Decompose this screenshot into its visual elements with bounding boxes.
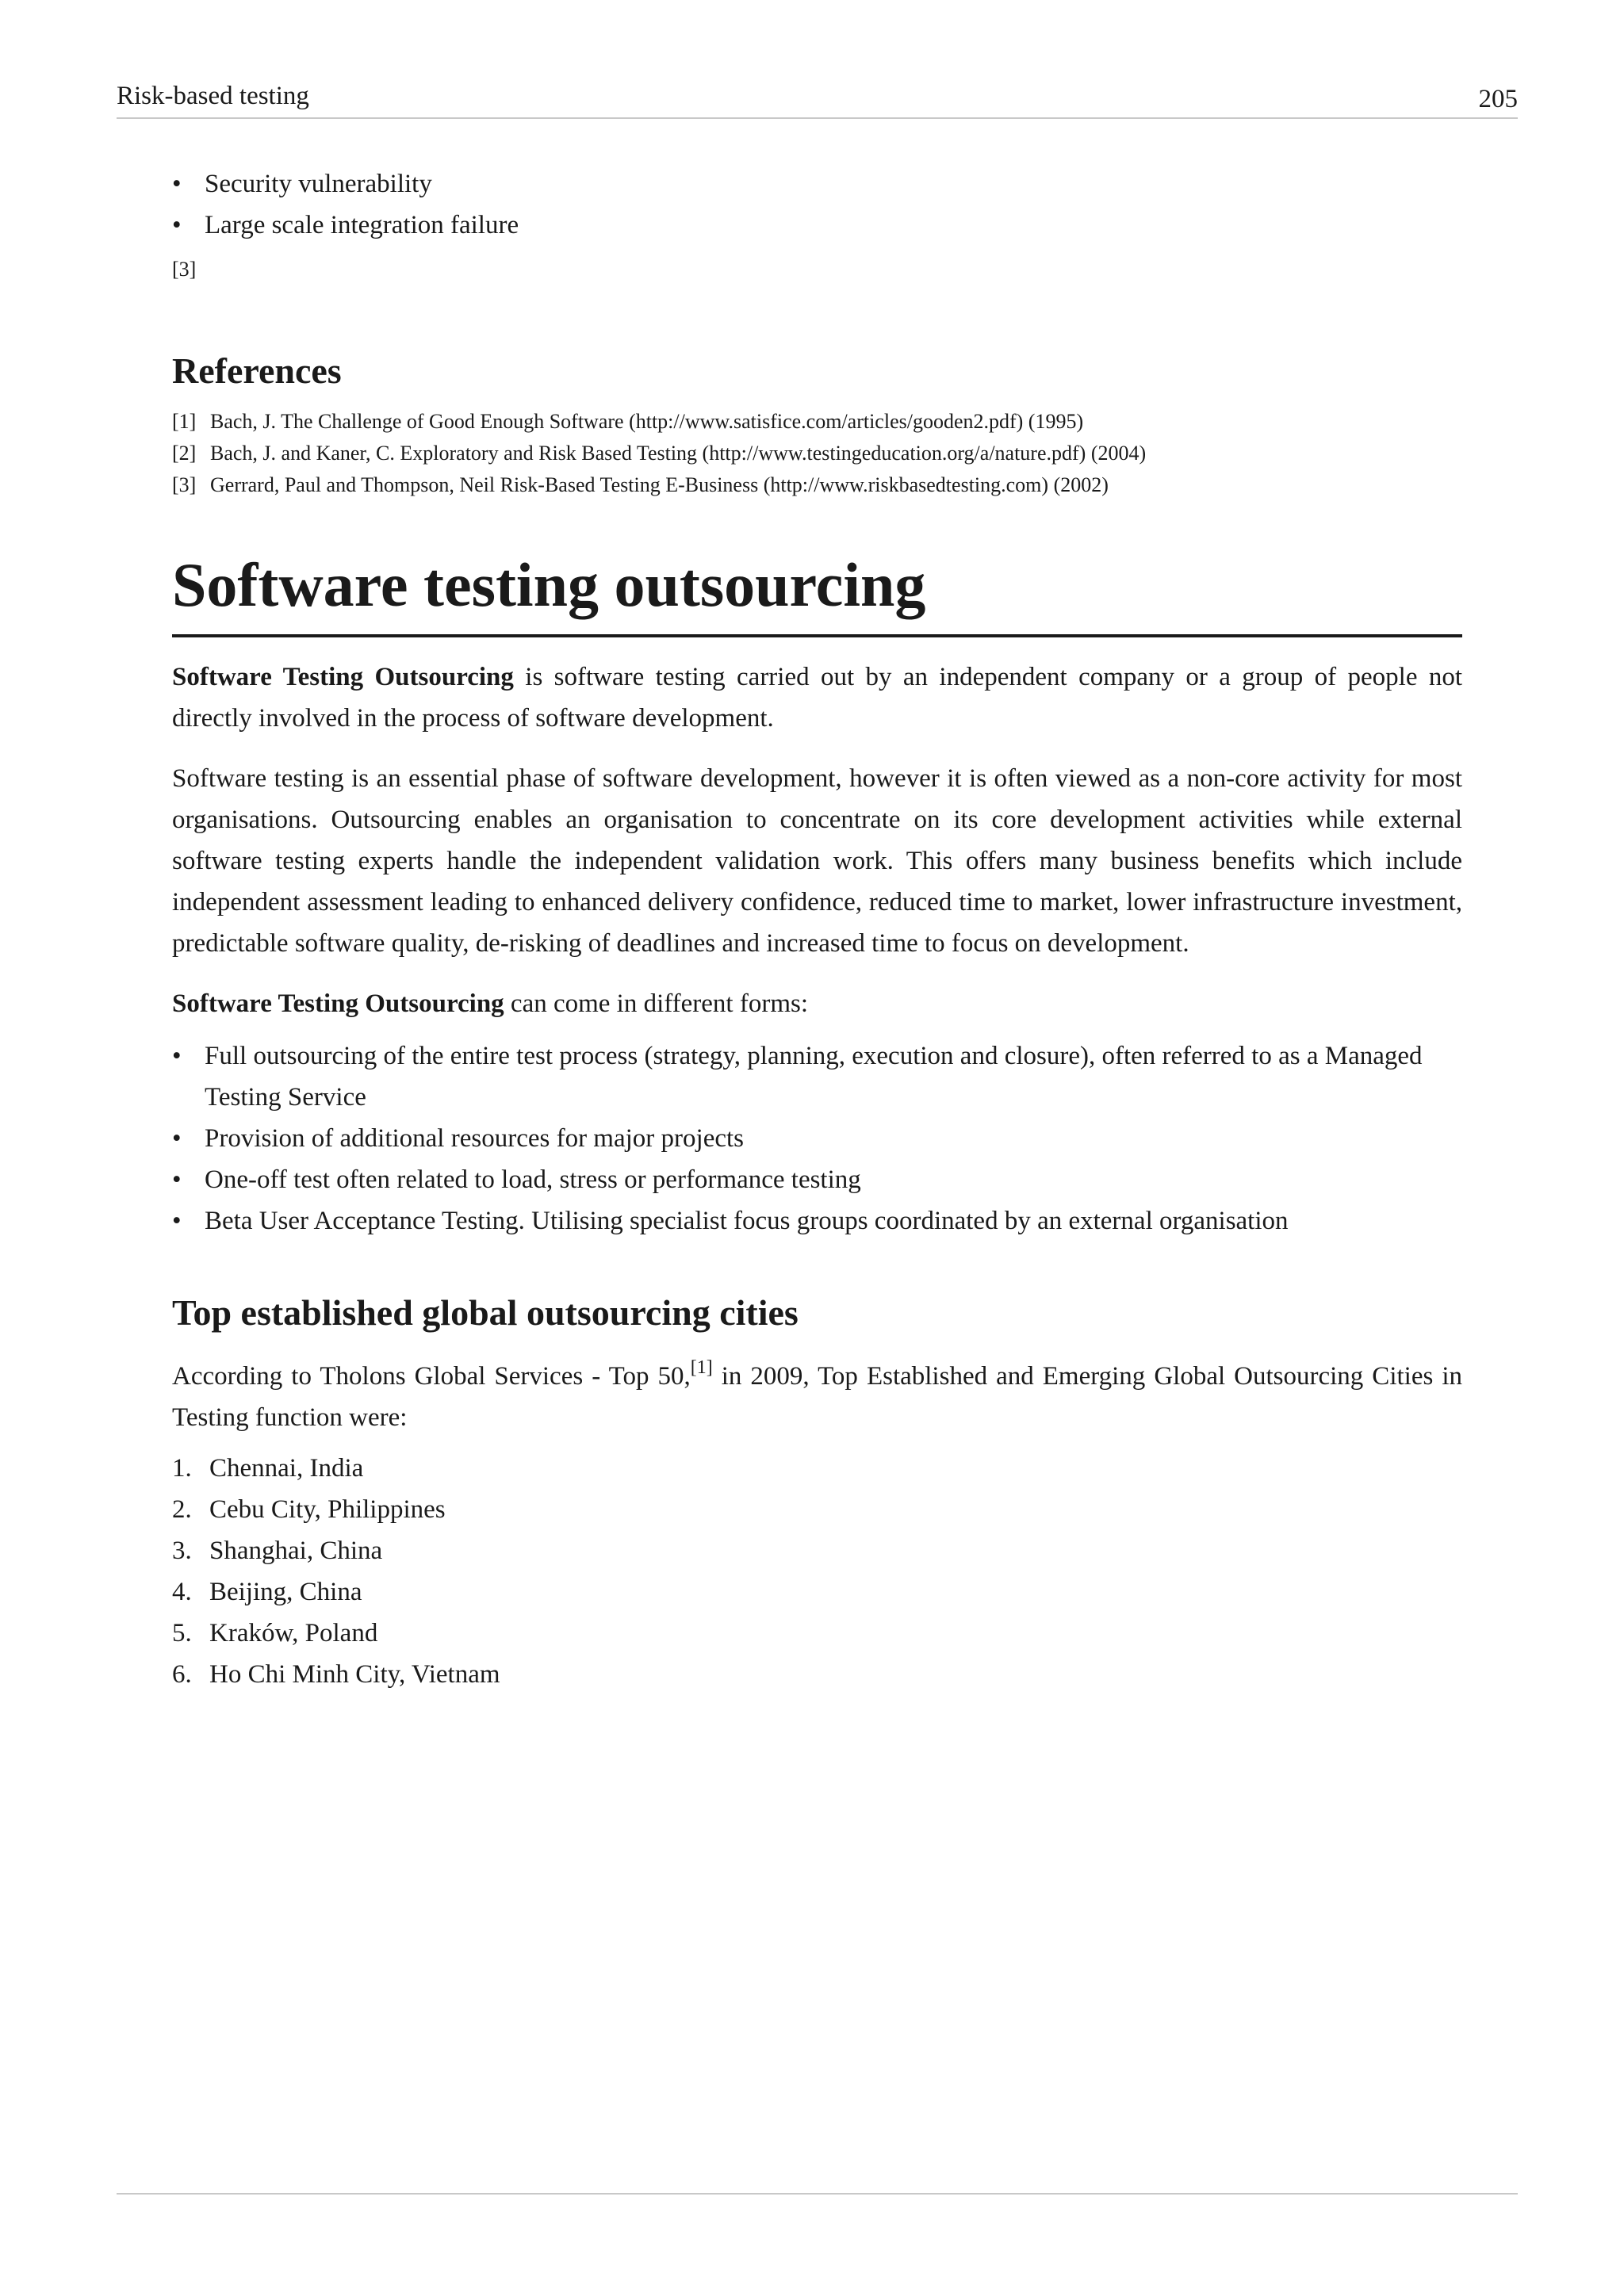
city-name: Kraków, Poland [209,1619,378,1647]
city-name: Cebu City, Philippines [209,1495,446,1524]
forms-list [172,1035,1462,1242]
running-header-title: Risk-based testing [117,82,309,110]
article-title: Software testing outsourcing [172,547,1462,637]
intro-paragraph [172,656,1462,739]
citation-link[interactable]: [1] [690,1357,713,1378]
page-content [172,163,1462,1695]
bullet-glyph: • [172,1165,182,1194]
page-number: 205 [1478,85,1518,113]
list-item [172,1530,1462,1571]
reference-number: [3] [172,473,197,496]
list-number: 1. [172,1454,192,1483]
list-item-text: Beta User Acceptance Testing. Utilising specialist focus groups coordinated by an external organisation [205,1207,1289,1235]
cities-intro-text: According to Tholons Global Services - Top 50, [172,1362,691,1391]
footer-divider [117,2193,1518,2195]
city-name: Beijing, China [209,1578,362,1606]
bullet-glyph: • [172,1124,182,1153]
list-item-text: Security vulnerability [205,170,432,198]
references-list [172,406,1462,501]
list-number: 3. [172,1536,192,1565]
list-number: 2. [172,1495,192,1524]
reference-number: [2] [172,442,197,465]
references-heading: References [172,350,342,391]
list-item [172,1654,1462,1695]
city-name: Chennai, India [209,1454,364,1483]
forms-paragraph [172,983,1462,1024]
reference-item [172,406,1462,438]
list-item [172,1035,1462,1118]
reference-item [172,438,1462,469]
reference-text: Gerrard, Paul and Thompson, Neil Risk-Based Testing E-Business (http://www.riskbasedtesting.com) (2002) [210,473,1109,496]
list-item-text: Provision of additional resources for major projects [205,1124,744,1153]
risk-list [172,163,1462,246]
list-item [172,1118,1462,1159]
city-name: Ho Chi Minh City, Vietnam [209,1660,500,1689]
list-number: 6. [172,1660,192,1689]
bullet-glyph: • [172,1207,182,1235]
list-item [172,1613,1462,1654]
list-item [172,163,1462,205]
cities-intro-text-cont: in 2009, Top Established and Emerging Global Outsourcing Cities in Testing function were: [172,1362,1462,1432]
list-item [172,1200,1462,1242]
reference-number: [1] [172,410,197,433]
citation-marker: [3] [172,258,197,281]
reference-item [172,469,1462,501]
reference-text: Bach, J. The Challenge of Good Enough Software (http://www.satisfice.com/articles/gooden2.pdf) (1995) [210,410,1084,433]
list-item [172,1489,1462,1530]
reference-text: Bach, J. and Kaner, C. Exploratory and Risk Based Testing (http://www.testingeducation.org/a/nature.pdf) (2004) [210,442,1147,465]
bullet-glyph: • [172,170,182,198]
list-item-text: Large scale integration failure [205,211,519,239]
list-item [172,1159,1462,1200]
list-item-text: One-off test often related to load, stress or performance testing [205,1165,861,1194]
cities-intro-paragraph [172,1356,1462,1438]
bullet-glyph: • [172,211,182,239]
list-item [172,1571,1462,1613]
list-item-text: Full outsourcing of the entire test process (strategy, planning, execution and closure), often referred to as a Managed Testing Service [205,1042,1423,1112]
list-number: 4. [172,1578,192,1606]
list-item [172,1448,1462,1489]
city-name: Shanghai, China [209,1536,383,1565]
running-header [117,78,1518,119]
intro-bold-term: Software Testing Outsourcing [172,663,514,691]
cities-list [172,1448,1462,1695]
bullet-glyph: • [172,1042,182,1070]
list-item [172,205,1462,246]
benefits-paragraph: Software testing is an essential phase of software development, however it is often viewed as a non-core activity for most organisations. Outsourcing enables an organisation to concentrate on its core development activities while external software testing experts handle the independent validation work. This offers many business benefits which include independent assessment leading to enhanced delivery confidence, reduced time to market, lower infrastructure investment, predictable software quality, de-risking of deadlines and increased time to focus on development. [172,764,1462,958]
intro-text: is software testing carried out by an independent company or a group of people not directly involved in the process of software development. [172,663,1463,733]
forms-bold-term: Software Testing Outsourcing [172,989,504,1018]
forms-text: can come in different forms: [504,989,809,1018]
cities-heading: Top established global outsourcing cities [172,1292,799,1333]
list-number: 5. [172,1619,192,1647]
